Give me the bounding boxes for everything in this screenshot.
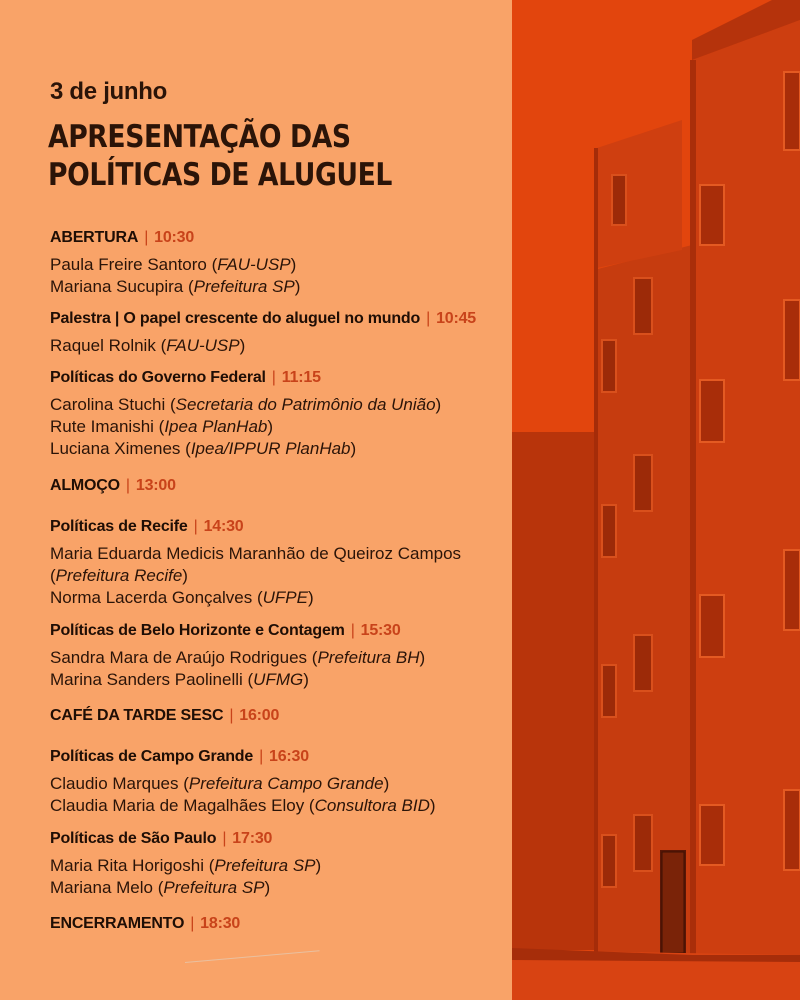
speaker: Claudio Marques (Prefeitura Campo Grande) — [50, 774, 390, 793]
session-palestra — [50, 310, 520, 357]
building-photo — [512, 0, 800, 1000]
session-heading: Políticas de Recife | 14:30 — [50, 518, 244, 535]
speaker: Maria Eduarda Medicis Maranhão de Queiroz Campos — [50, 544, 462, 563]
speaker: Claudia Maria de Magalhães Eloy (Consultora BID) — [50, 796, 436, 815]
session-heading: Políticas de São Paulo | 17:30 — [50, 830, 273, 847]
speaker: Marina Sanders Paolinelli (UFMG) — [50, 670, 309, 689]
session-sao-paulo — [50, 830, 520, 899]
building-illustration — [512, 0, 800, 1000]
event-date: 3 de junho — [50, 78, 168, 105]
speaker: Mariana Sucupira (Prefeitura SP) — [50, 277, 301, 296]
session-cafe — [50, 707, 520, 725]
speaker: Carolina Stuchi (Secretaria do Patrimônio da União) — [50, 395, 442, 414]
title-line-2: POLÍTICAS DE ALUGUEL — [48, 157, 392, 193]
session-heading: Políticas de Campo Grande | 16:30 — [50, 748, 309, 765]
session-heading: ALMOÇO | 13:00 — [50, 477, 176, 494]
speaker: Maria Rita Horigoshi (Prefeitura SP) — [50, 856, 322, 875]
title-line-1: APRESENTAÇÃO DAS — [48, 119, 351, 155]
speaker: Rute Imanishi (Ipea PlanHab) — [50, 417, 274, 436]
session-heading: Políticas do Governo Federal | 11:15 — [50, 369, 321, 386]
speaker-org: (Prefeitura Recife) — [50, 566, 188, 585]
session-belo-horizonte — [50, 622, 520, 691]
speaker: Raquel Rolnik (FAU-USP) — [50, 336, 246, 355]
session-heading: Palestra | O papel crescente do aluguel no mundo | 10:45 — [50, 310, 476, 327]
session-heading: CAFÉ DA TARDE SESC | 16:00 — [50, 707, 280, 724]
decorative-line — [185, 950, 320, 963]
speaker: Sandra Mara de Araújo Rodrigues (Prefeitura BH) — [50, 648, 426, 667]
session-governo-federal — [50, 369, 520, 460]
session-encerramento — [50, 915, 520, 933]
session-heading: ENCERRAMENTO | 18:30 — [50, 915, 241, 932]
speaker: Luciana Ximenes (Ipea/IPPUR PlanHab) — [50, 439, 357, 458]
session-abertura — [50, 229, 520, 298]
session-heading: Políticas de Belo Horizonte e Contagem | 15:30 — [50, 622, 401, 639]
session-heading: ABERTURA | 10:30 — [50, 229, 195, 246]
speaker: Norma Lacerda Gonçalves (UFPE) — [50, 588, 314, 607]
speaker: Paula Freire Santoro (FAU-USP) — [50, 255, 297, 274]
session-recife — [50, 518, 520, 609]
session-campo-grande — [50, 748, 520, 817]
session-almoco — [50, 477, 520, 495]
event-title — [48, 118, 409, 194]
speaker: Mariana Melo (Prefeitura SP) — [50, 878, 271, 897]
